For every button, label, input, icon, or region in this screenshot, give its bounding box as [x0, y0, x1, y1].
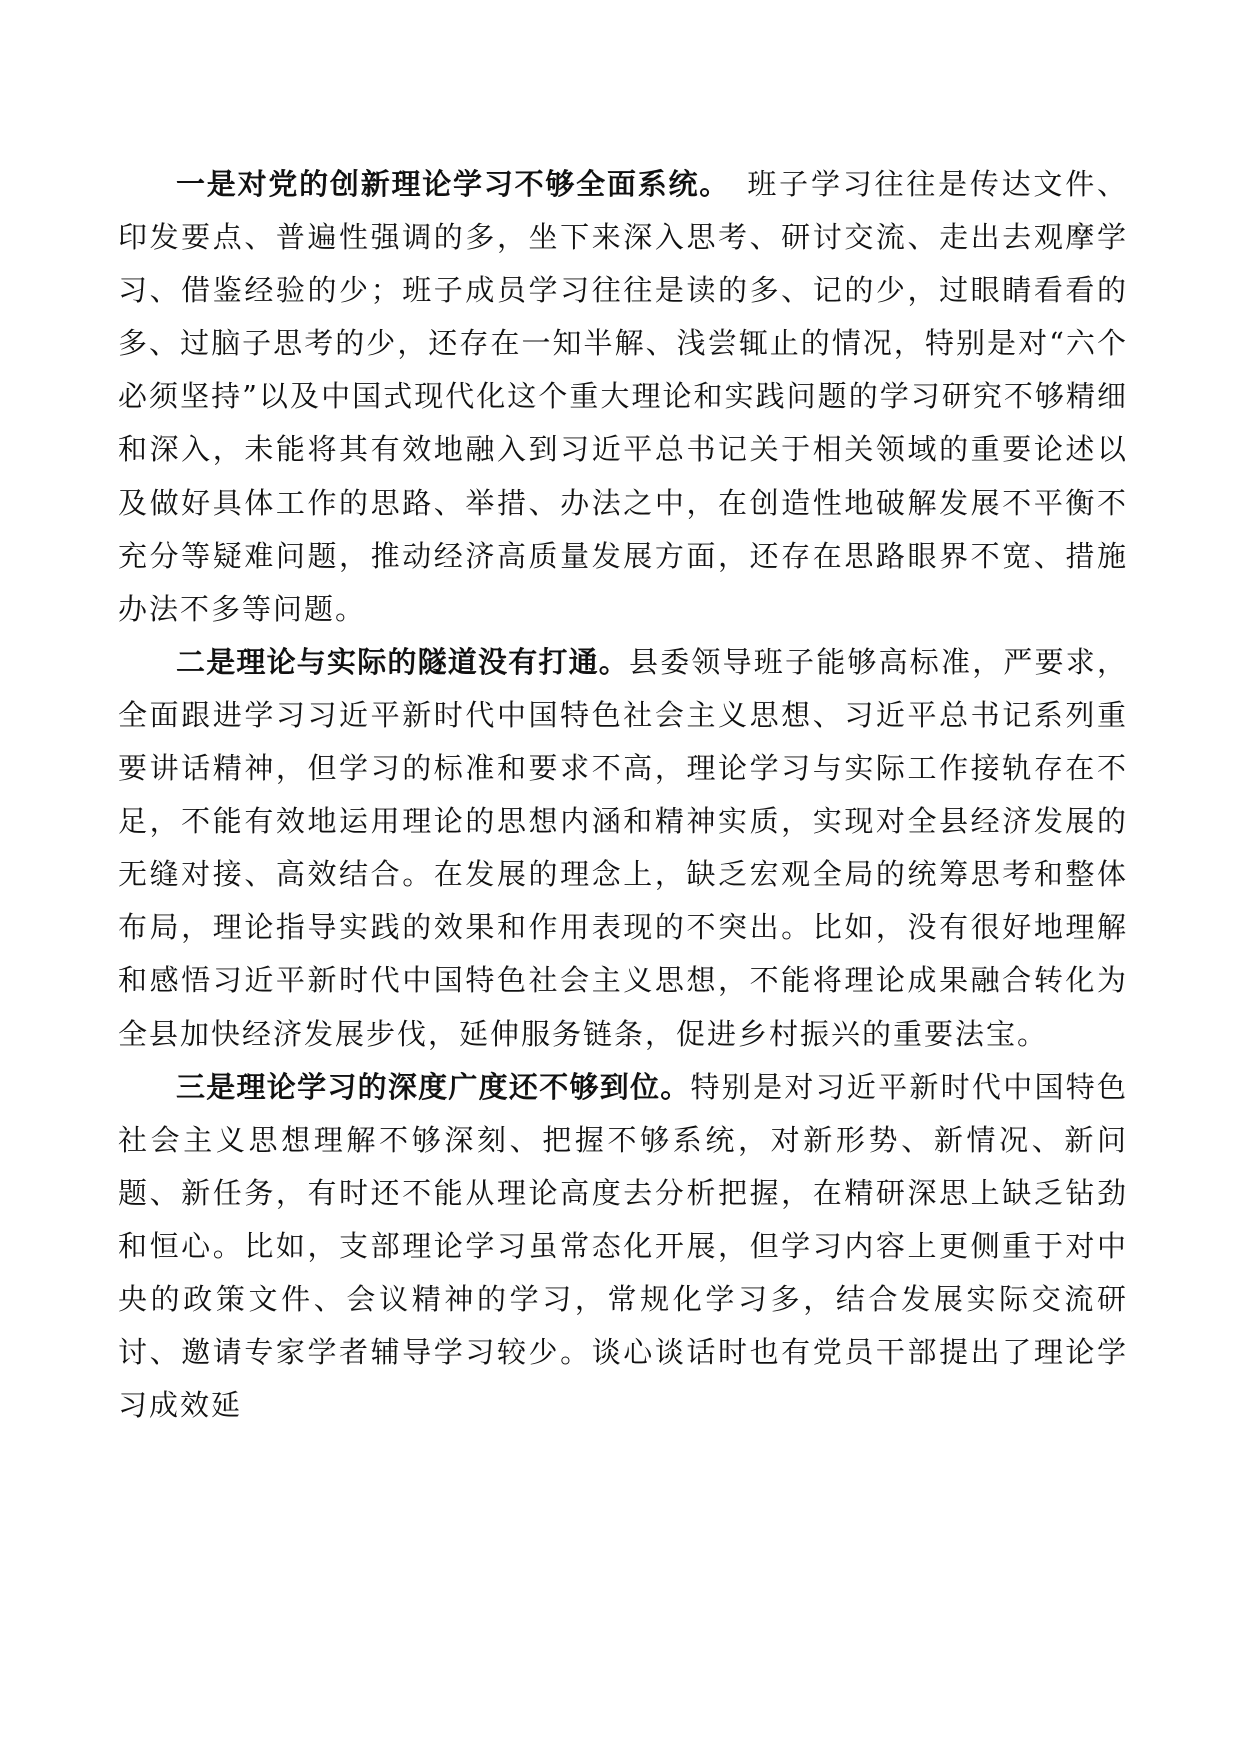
paragraph-2-body: 县委领导班子能够高标准，严要求，全面跟进学习习近平新时代中国特色社会主义思想、习近平总书记系列重要讲话精神，但学习的标准和要求不高，理论学习与实际工作接轨存在不足，不能有效地运用理论的思想内涵和精神实质，实现对全县经济发展的无缝对接、高效结合。在发展的理念上，缺乏宏观全局的统筹思考和整体布局，理论指导实践的效果和作用表现的不突出。比如，没有很好地理解和感悟习近平新时代中国特色社会主义思想，不能将理论成果融合转化为全县加快经济发展步伐，延伸服务链条，促进乡村振兴的重要法宝。: [118, 644, 1128, 1051]
paragraph-1-heading: 一是对党的创新理论学习不够全面系统。: [176, 167, 716, 201]
paragraph-3: [118, 1061, 1128, 1433]
paragraph-2: [118, 636, 1128, 1061]
paragraph-3-heading: 三是理论学习的深度广度还不够到位。: [176, 1069, 691, 1104]
paragraph-1-body: 班子学习往往是传达文件、印发要点、普遍性强调的多，坐下来深入思考、研讨交流、走出去观摩学习、借鉴经验的少；班子成员学习往往是读的多、记的少，过眼睛看看的多、过脑子思考的少，还存在一知半解、浅尝辄止的情况，特别是对“六个必须坚持”以及中国式现代化这个重大理论和实践问题的学习研究不够精细和深入，未能将其有效地融入到习近平总书记关于相关领域的重要论述以及做好具体工作的思路、举措、办法之中，在创造性地破解发展不平衡不充分等疑难问题，推动经济高质量发展方面，还存在思路眼界不宽、措施办法不多等问题。: [118, 167, 1128, 626]
paragraph-2-heading: 二是理论与实际的隧道没有打通。: [176, 644, 629, 679]
paragraph-1: [118, 158, 1128, 636]
paragraph-3-body: 特别是对习近平新时代中国特色社会主义思想理解不够深刻、把握不够系统，对新形势、新情况、新问题、新任务，有时还不能从理论高度去分析把握，在精研深思上缺乏钻劲和恒心。比如，支部理论学习虽常态化开展，但学习内容上更侧重于对中央的政策文件、会议精神的学习，常规化学习多，结合发展实际交流研讨、邀请专家学者辅导学习较少。谈心谈话时也有党员干部提出了理论学习成效延: [118, 1069, 1128, 1423]
body-text: [118, 158, 1128, 1432]
